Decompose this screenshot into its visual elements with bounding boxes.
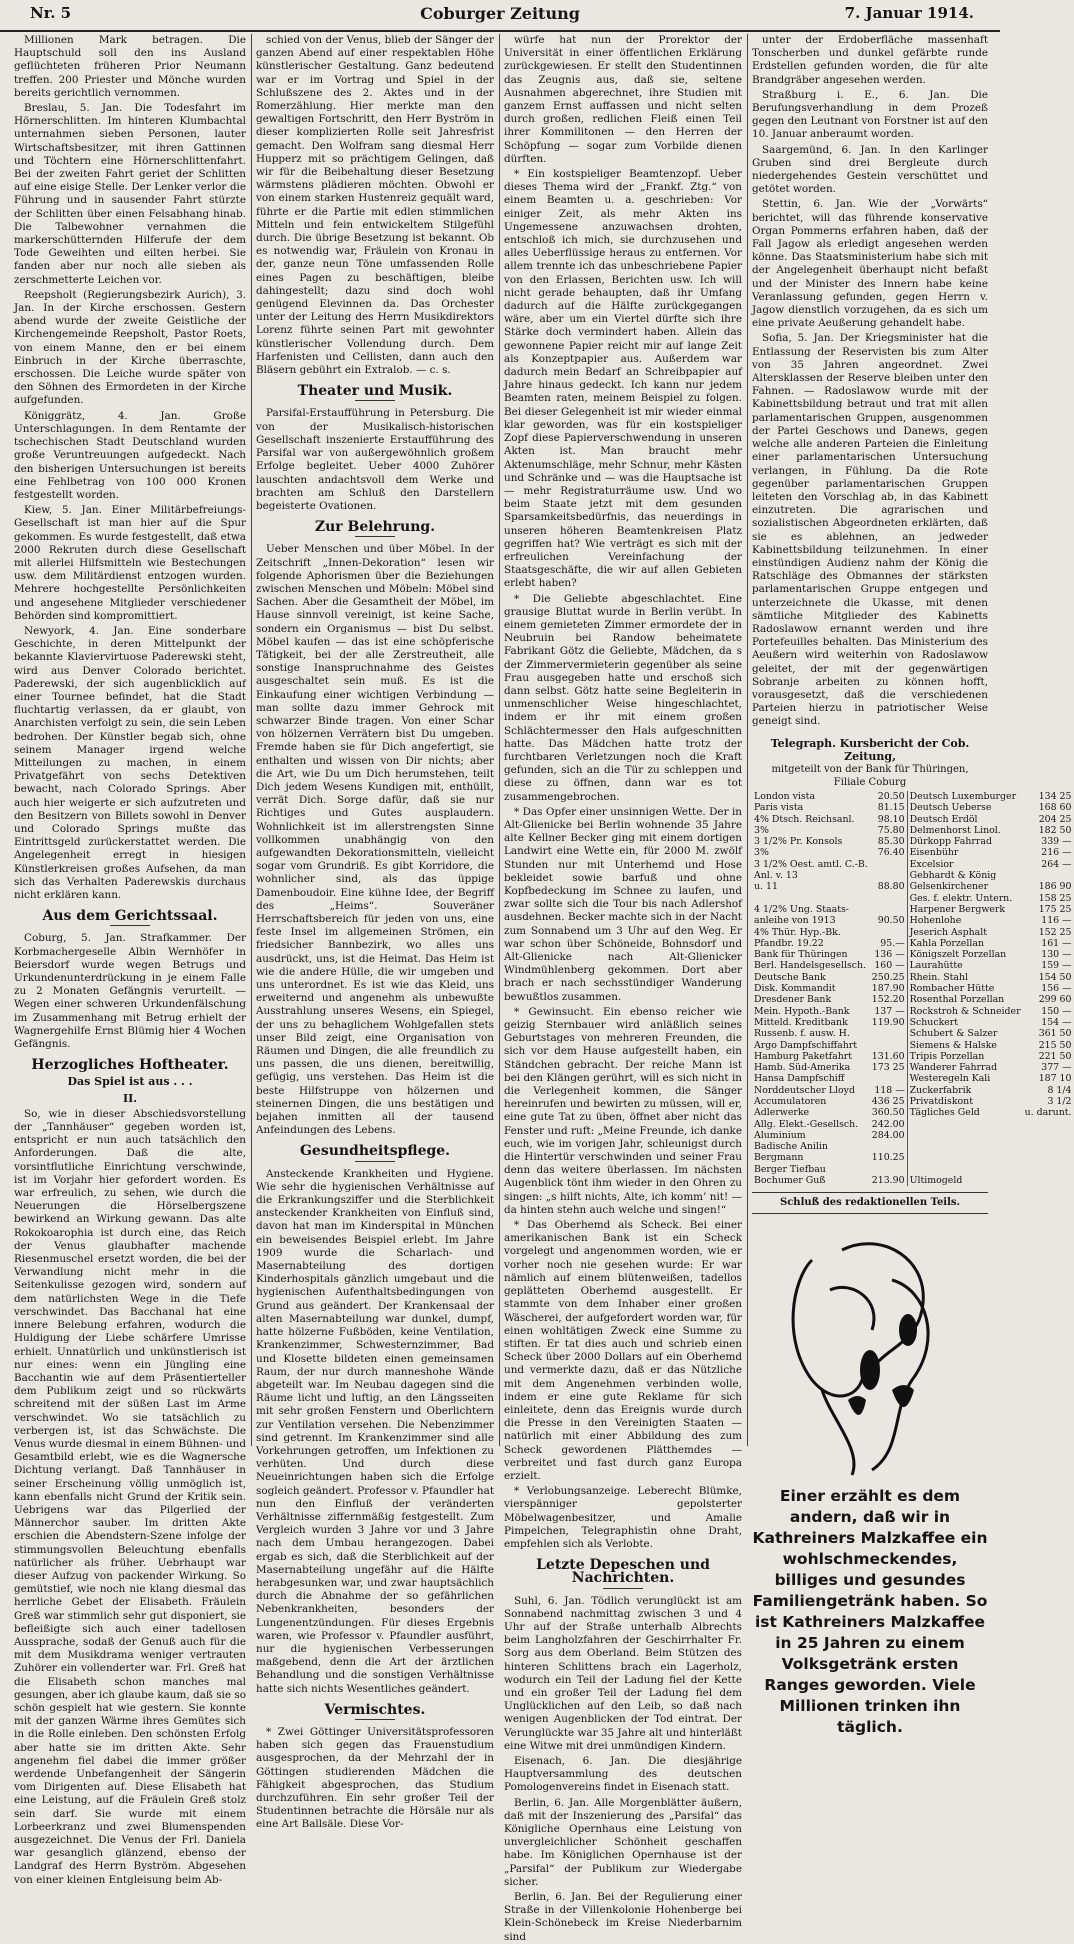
stock-price [870,1141,907,1152]
stock-name: Wanderer Fahrrad [909,1062,998,1074]
article-text: Eisenach, 6. Jan. Die diesjährige Hauptversammlung des deutschen Pomologenvereins findet in Eisenach statt. [504,1755,742,1794]
stock-name: Harpener Bergwerk [909,903,1006,915]
article-text: Breslau, 5. Jan. Die Todesfahrt im Hörnerschlitten. Im hinteren Klumbachtal unternahmen sieben Personen, lauter Wirtschaftsbesitzer, mit ihren Gattinnen und Töchtern eine Hörnerschlittenfahrt. Bei der zweiten Fahrt geriet der Schlitten auf eine eisige Stelle. Der Lenker verlor die Führung und in sausender Fahrt stürzte der Schlitten über einen Felsabhang hinab. Die Talbewohner vernahmen die markerschütternden Hilferufe der dem Tode Geweihten und eilten herbei. Sie fanden aber nur noch alle sieben als zerschmetterte Leichen vor. [14,102,246,286]
stock-row [752,915,1074,926]
article-text: * Das Oberhemd als Scheck. Bei einer amerikanischen Bank ist ein Scheck vorgelegt und angenommen worden, wie er vorher noch nie gesehen wurde: Er war nämlich auf einem blütenweißen, tadellos geplätteten Oberhemd ausgestellt. Er stammte von dem Inhaber einer großen Wäscherei, der aufgefordert worden war, für einen wohltätigen Zweck eine Summe zu stiften. Er tat dies auch und schrieb einen Scheck über 2000 Dollars auf ein Oberhemd und vermerkte dazu, daß er das Nützliche mit dem Angenehmen verbinden wolle, indem er eine gute Reklame für sich einleitete, denn das Ereignis wurde durch die Presse in den Vereinigten Staaten — natürlich mit einer Abbildung des zum Scheck gewordenen Plätthemdes — verbreitet und fast durch ganz Europa erzielt. [504,1219,742,1482]
stock-price: 116 — [1041,915,1072,927]
advertisement-text: Einer erzählt es dem andern, daß wir in Kathreiners Malzkaffee ein wohlschmeckendes, billiges und gesundes Familiengetränk haben. So ist Kathreiners Malzkaffee in 25 Jahren zu einem Volksgetränk ersten Ranges geworden. Viele Millionen trinken ihn täglich. [752,1486,988,1736]
stock-name: Russenb. f. ausw. H. [754,1028,850,1040]
stock-name: Kahla Porzellan [909,937,984,949]
stock-name: Argo Dampfschiffahrt [754,1039,857,1051]
stock-row [752,1028,1074,1039]
stock-name: Deutsch Erdöl [909,813,978,825]
stock-price [1023,870,1074,881]
stock-price [1023,1130,1074,1141]
stock-name: 3% [754,824,769,836]
stock-row [752,1006,1074,1017]
divider [355,1719,395,1720]
stock-price: 81.15 [870,802,907,813]
stock-price: 136 — [870,949,907,960]
stock-row [752,994,1074,1005]
divider [355,1161,395,1162]
stock-price: 213.90 [870,1175,907,1186]
stock-name: Bergmann [754,1152,804,1164]
stock-name: Deutsch Luxemburger [909,790,1017,802]
stock-row [752,825,1074,836]
stock-name: Bank für Thüringen [754,949,848,961]
stock-price [870,859,907,870]
stock-price [870,870,907,881]
stock-name: Schuckert [909,1016,959,1028]
stock-price: 90.50 [870,915,907,926]
stock-price: 152.20 [870,994,907,1005]
stock-row [752,1051,1074,1062]
stock-price: 182 50 [1038,824,1072,836]
stock-price [1023,1119,1074,1130]
stock-name: 4% Dtsch. Reichsanl. [754,813,855,825]
article-text: Sofia, 5. Jan. Der Kriegsminister hat die Entlassung der Reservisten bis zum Alter von 35 Jahren angeordnet. Zwei Altersklassen der Reserve bleiben unter den Fahnen. — Radoslawow wurde mit der Kabinettsbildung betraut und trat mit allen parlamentarischen Gruppen, ausgenommen der Partei Geschows und Danews, gegen welche alle anderen Parteien die Einleitung einer parlamentarischen Untersuchung verlangen, in Fühlung. Da die Rote gegenüber parlamentarischen Gruppen leiteten den Vorschlag ab, in das Kabinett einzutreten. Die agrarischen und sozialistischen Abgeordneten erklärten, daß sie es ablehnen, an jedweder Kabinettsbildung teilzunehmen. In einer einstündigen Audienz nahm der König die Ratschläge des Obmannes der stärksten parlamentarischen Gruppe entgegen und unterzeichnete die Ukasse, mit denen sämtliche Mitglieder des Kabinetts Radoslawow ernannt werden und ihre Portefeuilles behalten. Das Ministerium des Aeußern wird weiterhin von Radoslawow geleitet, der mit der gegenwärtigen Sobranje arbeiten zu können hofft, vorausgesetzt, daß die verschiedenen Parteien hierzu in patriotischer Weise geneigt sind. [752,332,988,728]
article-text: Stettin, 6. Jan. Wie der „Vorwärts“ berichtet, will das führende konservative Organ Pommerns erfahren haben, daß der Fall Jagow als erledigt angesehen werden könne. Das Staatsministerium habe sich mit der Angelegenheit überhaupt nicht befaßt und der Minister des Innern habe keine Veranlassung gefunden, gegen Herrn v. Jagow dienstlich vorzugehen, da es sich um eine private Aeußerung gehandelt habe. [752,198,988,330]
stock-name: Eisenbühr [909,847,959,859]
article-headline: Das Spiel ist aus . . . [67,1075,193,1089]
stock-name: anleihe von 1913 [754,915,836,927]
article-text: Millionen Mark betragen. Die Hauptschuld soll den ins Ausland geflüchteten früheren Prior Neumann treffen. 200 Priester und Mönche wurden bereits gerichtlich vernommen. [14,34,246,99]
article-text: Coburg, 5. Jan. Strafkammer. Der Korbmachergeselle Albin Wernhöfer in Beiersdorf wurde wegen Betrugs und Urkundenunterdrückung in je einem Falle zu 2 Monaten Gefängnis verurteilt. — Wegen einer schweren Urkundenfälschung im Zusammenhang mit Betrug erhielt der Wagnergehilfe Ernst Blümig hier 4 Wochen Gefängnis. [14,932,246,1051]
stock-row [752,983,1074,994]
stock-price: 187.90 [870,983,907,994]
stock-price: 131.60 [870,1051,907,1062]
editorial-end-notice: Schluß des redaktionellen Teils. [752,1192,988,1213]
stock-row [752,1073,1074,1084]
stock-row [752,1141,1074,1152]
stock-name: Norddeutscher Lloyd [754,1084,855,1096]
stock-price: 154 — [1041,1016,1072,1028]
stock-price: 20.50 [870,791,907,802]
stock-price: 76.40 [870,847,907,858]
article-text: Berlin, 6. Jan. Bei der Regulierung einer Straße in der Villenkolonie Hohenberge bei Klein-Schönebeck im Kreise Niederbarnim sind [504,1891,742,1943]
stock-name: Pfandbr. 19.22 [754,937,824,949]
stock-price: 215 50 [1038,1039,1072,1051]
stock-name: Mitteld. Kreditbank [754,1016,848,1028]
column-rule [251,34,252,1446]
stock-row [752,814,1074,825]
stock-name: Tägliches Geld [909,1107,980,1119]
stock-name: Anl. v. 13 [754,870,798,882]
stock-price: 75.80 [870,825,907,836]
stock-price: 8 1/4 [1047,1084,1072,1096]
stock-price [1023,1152,1074,1163]
column-1 [14,34,246,1886]
article-text: schied von der Venus, blieb der Sänger der ganzen Abend auf einer respektablen Höhe künstlerischer Gestaltung. Ganz bedeutend war er im Vortrag und Spiel in der Schlußszene des 2. Aktes und in der Romerzählung. Hier merkte man den gewaltigen Fortschritt, den Herr Byström in dieser komplizierten Rolle seit Jahresfrist gemacht. Den Wolfram sang diesmal Herr Hupperz mit so prächtigem Gelingen, daß wir für die Beibehaltung dieser Besetzung wärmstens plädieren möchten. Obwohl er von einem starken Hustenreiz gequält ward, führte er die Partie mit edlen stimmlichen Mitteln und fein entwickeltem Stilgefühl durch. Die übrige Besetzung ist bekannt. Ob es notwendig war, Fräulein von Kronau in der, ganze neun Töne umfassenden Rolle eines Pagen zu beschäftigen, bleibe dahingestellt; dazu sind doch wohl genügend Elevinnen da. Das Orchester unter der Leitung des Herrn Musikdirektors Lorenz führte seinen Part mit gewohnter künstlerischer Vollendung durch. Dem Harfenisten und Cellisten, dann auch den Bläsern gebührt ein Extralob. — c. s. [256,34,494,377]
stock-price: 204 25 [1038,813,1072,825]
article-text: Newyork, 4. Jan. Eine sonderbare Geschichte, in deren Mittelpunkt der bekannte Klaviervirtuose Paderewski steht, wird aus Denver Colorado berichtet. Paderewski, der sich augenblicklich auf einer Tournee befindet, hat die Stadt fluchtartig verlassen, da er glaubt, von Anarchisten verfolgt zu sein, die sein Leben bedrohen. Der Künstler begab sich, ohne seinem Manager irgend welche Mitteilungen zu machen, in einem Privatgefährt von sechs Detektiven bewacht, nach Colorado Springs. Aber auch hier weigerte er sich aufzutreten und den Besitzern von Billets sowohl in Denver und Colorado Springs mußte das Eintrittsgeld zurückerstattet werden. Die Angelegenheit erregt in hiesigen Künstlerkreisen großes Aufsehen, da man sich das Verhalten Paderewskis durchaus nicht erklären kann. [14,624,246,901]
stock-price [1023,1175,1074,1186]
article-text: * Gewinsucht. Ein ebenso reicher wie geizig Sternbauer wird anläßlich seines Geburtstages von mehreren Freunden, die sich vor dem Hause aufgestellt haben, ein Ständchen gebracht. Der reiche Mann ist bei den Klängen gerührt, will es sich nicht in die Verlegenheit kommen, die Sänger hereinrufen und bewirten zu müssen, will er, eine gute Tat zu üben, öffnet aber nicht das Fenster und ruft: „Meine Freunde, ich danke euch, wie im vorigen Jahr, schleunigst durch die Hintertür verschwinden und seiner Frau denn das weitere überlassen. Im nächsten Augenblick tönt ihm wieder in den Ohren zu singen: „s hilft nichts, Alte, ich komm’ nit! — da hinten stehn auch welche und singen!“ [504,1005,742,1216]
stock-price: 216 — [1041,847,1072,859]
article-text: Reepsholt (Regierungsbezirk Aurich), 3. Jan. In der Kirche erschossen. Gestern abend wurde der zweite Geistliche der Kirchengemeinde Reepsholt, Pastor Roets, von einem Manne, den er bei einem Einbruch in der Kirche überraschte, erschossen. Die Leiche wurde später von den Söhnen des Ermordeten in der Kirche aufgefunden. [14,288,246,407]
section-heading: Aus dem Gerichtssaal. [42,908,218,925]
stock-table [752,791,1074,1186]
article-text: Ansteckende Krankheiten und Hygiene. Wie sehr die hygienischen Verhältnisse auf die Erkrankungsziffer und die Sterblichkeit ansteckender Krankheiten von Einfluß sind, davon hat man im Kinderspital in München ein beweisendes Beispiel erlebt. Im Jahre 1909 wurde die Scharlach- und Masernabteilung des dortigen Kinderhospitals gänzlich umgebaut und die hygienischen Aufenthaltsbedingungen von Grund aus geändert. Der Krankensaal der alten Masernabteilung war dunkel, dumpf, hatte hölzerne Fußböden, keine Ventilation, Krankenzimmer, Schwesternzimmer, Bad und Klosette bildeten einen gemeinsamen Raum, der nur durch manneshohe Wände abgeteilt war. Im Neubau dagegen sind die Räume licht und luftig, an den Längsseiten mit sehr großen Fenstern und Oberlichtern zur Ventilation versehen. Die Nebenzimmer sind getrennt. Im Krankenzimmer sind alle Vorkehrungen getroffen, um Infektionen zu verhüten. Und durch diese Neueinrichtungen haben sich die Erfolge sogleich geändert. Professor v. Pfaundler hat nun den Einfluß der veränderten Verhältnisse ziffernmäßig festgestellt. Zum Vergleich wurden 3 Jahre vor und 3 Jahre nach dem Umbau herangezogen. Dabei ergab es sich, daß die Sterblichkeit auf der Masernabteilung ungefähr auf die Hälfte herabgesunken war, und zwar hauptsächlich durch die Abnahme der so gefährlichen Nebenkrankheiten, besonders der Lungenentzündungen. Für dieses Ergebnis waren, wie Professor v. Pfaundler ausführt, nur die hygienischen Verbesserungen maßgebend, denn die Art der ärztlichen Behandlung und die sonstigen Verhältnisse hatte sich nichts Wesentliches geändert. [256,1167,494,1695]
stock-name [907,1130,1023,1141]
stock-name: Hamburg Paketfahrt [754,1050,852,1062]
stock-name: 4 1/2% Ung. Staats- [754,903,849,915]
stock-price: 134 25 [1038,790,1072,802]
stock-name: Westeregeln Kali [909,1073,991,1085]
article-text: * Ein kostspieliger Beamtenzopf. Ueber dieses Thema wird der „Frankf. Ztg.“ von einem Beamten u. a. geschrieben: Vor einiger Zeit, als mehr Akten ins Ungemessene anzuwachsen drohten, entschloß ich mich, sie durchzusehen und alles Ueberflüssige heraus zu entfernen. Vor allem trennte ich das unbeschriebene Papier von den Erlassen, Berichten usw. Ich will nicht gerade behaupten, daß ihr Umfang dadurch auf die Hälfte zurückgegangen wäre, aber um ein Viertel dürfte sich ihre Stärke doch vermindert haben. Allein das gewonnene Papier reicht mir auf lange Zeit als Konzeptpapier aus. Außerdem war dadurch mein Bedarf an Schreibpapier auf Jahre hinaus gedeckt. Ich kann nur jedem Beamten raten, meinem Beispiel zu folgen. Bei dieser Gelegenheit ist mir wieder einmal klar geworden, was für ein kostspieliger Zopf diese Papierverschwendung in unseren Akten ist. Man braucht mehr Aktenumschläge, mehr Schnur, mehr Kästen und Schränke und — was die Hauptsache ist — mehr Registraturräume usw. Und wo beim Staate jetzt mit dem gesunden Sparsamkeitsbedürfnis, das neuerdings in unseren höheren Beamtenkreisen Platz gegriffen hat? Wie verträgt es sich mit der erfreulichen Vereinfachung der Staatsgeschäfte, die wir auf allen Gebieten erlebt haben? [504,168,742,590]
stock-price: 160 — [870,960,907,971]
stock-name: Accumulatoren [754,1095,827,1107]
stock-row [752,938,1074,949]
stock-price: 284.00 [870,1130,907,1141]
stock-price [870,1028,907,1039]
article-text: unter der Erdoberfläche massenhaft Tonscherben und dunkel gefärbte runde Erdstellen gefunden worden, die für alte Brandgräber angesehen werden. [752,34,988,86]
article-text: Kiew, 5. Jan. Einer Militärbefreiungs-Gesellschaft ist man hier auf die Spur gekommen. Es wurde festgestellt, daß etwa 2000 Rekruten durch diese Gesellschaft mit allerlei Hilfsmitteln wie Bestechungen usw. dem Militärdienst entzogen wurden. Mehrere hochgestellte Persönlichkeiten und angesehene Mitglieder verschiedener Behörden sind kompromittiert. [14,504,246,622]
divider [355,536,395,537]
column-4 [752,34,1072,1736]
article-text: würfe hat nun der Prorektor der Universität in einer öffentlichen Erklärung zurückgewiesen. Er stellt den Studentinnen das Zeugnis aus, daß sie, seltene Ausnahmen abgerechnet, ihre Studien mit ganzem Ernst auffassen und nicht selten durch großen, redlichen Fleiß einen Teil ihrer Kommilitonen — den Herren der Schöpfung — sogar zum Vorbilde dienen dürften. [504,34,742,165]
stock-price: 159 — [1041,960,1072,972]
stock-report-branch: Filiale Coburg [833,776,907,788]
stock-name: Privatdiskont [909,1095,973,1107]
stock-name [907,1119,1023,1130]
section-heading: Gesundheitspflege. [299,1143,451,1160]
stock-name: Badische Anilin [754,1141,828,1153]
stock-name: Jeserich Asphalt [909,926,987,938]
stock-name: Ultimogeld [909,1175,963,1187]
stock-name: Dresdener Bank [754,994,832,1006]
stock-price: 150 — [1041,1005,1072,1017]
stock-name: Hansa Dampfschiff [754,1073,845,1085]
newspaper-title: Coburger Zeitung [420,4,580,23]
stock-row [752,927,1074,938]
stock-price: 175 25 [1038,903,1072,915]
divider [603,1588,643,1589]
section-heading: Vermischtes. [324,1701,426,1718]
stock-name: Aluminium [754,1129,806,1141]
stock-name: Gelsenkirchener [909,881,989,893]
stock-price [870,1040,907,1051]
stock-name: Excelsior [909,858,954,870]
stock-row [752,949,1074,960]
stock-report-subtitle: mitgeteilt von der Bank für Thüringen, [771,763,969,775]
stock-row [752,1130,1074,1141]
stock-price [870,927,907,938]
stock-price: 361 50 [1038,1028,1072,1040]
stock-name: Gebhardt & König [909,870,997,882]
stock-price: 85.30 [870,836,907,847]
stock-row [752,881,1074,892]
stock-price: 158 25 [1038,892,1072,904]
stock-name: 3 1/2% Pr. Konsols [754,836,843,848]
column-rule [499,34,500,1446]
stock-name: Berl. Handelsgesellsch. [754,960,867,972]
section-heading: Theater und Musik. [297,383,453,400]
stock-price: 168 60 [1038,802,1072,814]
stock-price: 360.50 [870,1107,907,1118]
stock-row [752,870,1074,881]
stock-price: 221 50 [1038,1050,1072,1062]
article-text: So, wie in dieser Abschiedsvorstellung der „Tannhäuser“ gegeben worden ist, entspricht er nun auch tatsächlich den Anforderungen. Daß die alte, vorsintflutliche Einrichtung verschwinde, ist im Vorjahr hier gefordert worden. Es war erfreulich, zu sehen, wie durch die Neuerungen die Hörselbergszene bewirkend an Wirkung gewann. Das alte Rokokoarophia ist durch eine, das Reich der Venus glaubhafter machende Riesenmuschel ersetzt worden, die bei der Verwandlung nicht mehr in die Seitenkulisse gezogen wird, sondern auf dem natürlichsten Wege in die Tiefe verschwindet. Das Bacchanal hat eine innere Belebung erfahren, wodurch die Huldigung der Liebe schärfere Umrisse erhielt. Unnatürlich und unkünstlerisch ist nur eines: wenn ein Jüngling eine Bacchantin wie auf dem Präsentierteller dem Publikum zeigt und so rückwärts schreitend mit der süßen Last im Arme verschwindet. Wo sie tatsächlich zu verbergen ist, ist das Schwächste. Die Venus wurde diesmal in einem Bühnen- und Gesamtbild erlebt, wie es die Wagnersche Dichtung verlangt. Daß Tannhäuser in seiner Erscheinung völlig unmöglich ist, kann ebenfalls nicht Grund der Kritik sein. Uebrigens war das Pilgerlied der Männerchor sauber. Im dritten Akte erschien die Abendstern-Szene infolge der stimmungsvollen Beleuchtung ebenfalls natürlicher als früher. Uebrhaupt war dieser Aufzug von packender Wirkung. So gemütstief, wie noch nie klang diesmal das herrliche Gebet der Elisabeth. Fräulein Greß war stimmlich sehr gut disponiert, sie befleißigte sich auch einer tadellosen Aussprache, sodaß der Genuß auch für die mit dem Musikdrama weniger vertrauten Zuhörer ein vollenderter war. Frl. Greß hat die Elisabeth schon manches mal gesungen, aber ich glaube kaum, daß sie so schön gespielt hat wie gestern. Sie konnte mit der ganzen Wärme ihres Gemütes sich in die Rolle einleben. Den schönsten Erfolg aber hatte sie im dritten Akte. Sehr angenehm fiel dabei die immer größer werdende Unbefangenheit der Sängerin vom Dirigenten auf. Diese Elisabeth hat eine Leistung, auf die Fräulein Greß stolz sein darf. Sie wurde mit einem Lorbeerkranz und zwei Blumenspenden ausgezeichnet. Die Venus der Frl. Daniela war gesanglich glänzend, ebenso der Landgraf des Herrn Byström. Abgesehen von einer kleinen Entgleisung beim Ab- [14,1107,246,1886]
stock-row [752,960,1074,971]
stock-name: Hamb. Süd-Amerika [754,1062,851,1074]
stock-row [752,847,1074,858]
article-text: Ueber Menschen und über Möbel. In der Zeitschrift „Innen-Dekoration“ lesen wir folgende Aphorismen über die Beziehungen zwischen Menschen und Möbeln: Möbel sind Sachen. Aber die Gesamtheit der Möbel, im Hause sinnvoll vereinigt, ist keine Sache, sondern ein Organismus — bist Du selbst. Möbel kaufen — das ist eine schöpferische Tätigkeit, bei der alle Zerstreutheit, alle sonstige Inanspruchnahme des Geistes ausgeschaltet sein muß. Es ist die Einkaufung einer wichtigen Verbindung — man sollte dazu immer Gehrock mit schwarzer Binde tragen. Von einer Schar von hölzernen Verrätern bist Du umgeben. Fremde haben sie für Dich angefertigt, sie enthalten und wissen von Dir nichts; aber die Art, wie Du um Dich herumstehen, teilt Dich jedem Wesens Kundigen mit, enthüllt, verrät Dich. Sorge dafür, daß sie nur Richtiges und Gutes ausplaudern. Wohnlichkeit ist im allerstrengsten Sinne vollkommen unabhängig von den aufgewandten Dekorationsmitteln, vielleicht sogar vom Grundriß. Es gibt Korridore, die wohnlicher sind, als das üppige Damenboudoir. Eine kühne Idee, der Begriff des „Heims“. Souveräner Herrschaftsbereich für jeden von uns, eine feste Insel im allgemeinen Strömen, ein friedsicher Bannbezirk, wo alles uns ausdrückt, uns, ist die Heimat. Das Heim ist wie die andere Hülle, die wir umgeben und uns unterordnet. Es ist wie das Kleid, uns erweiternd und angenehm als unbewußte Ausstrahlung unseres Wesens, ein Spiegel, der uns zu behaglichem Wohlgefallen stets unser Bild zeigt, eine Organisation von Räumen und Dingen, die alle freundlich zu uns passen, die uns dienen, bereitwillig, gefügig, uns verstehen. Das Heim ist die beste Hilfstruppe von hölzernen und steinernen Dingen, die uns bestätigen und bejahen inmitten all der tausend Anfeindungen des Lebens. [256,543,494,1137]
article-text: Suhl, 6. Jan. Tödlich verunglückt ist am Sonnabend nachmittag zwischen 3 und 4 Uhr auf der Straße unterhalb Albrechts beim Langholzfahren der Geschirrhalter Fr. Sorg aus dem Oberland. Beim Stützen des hinteren Schlittens brach ein Lagerholz, wodurch ein Teil der Ladung fiel der Kette und ein großer Teil der Ladung fiel dem Unglücklichen auf den Leib, so daß nach wenigen Augenblicken der Tod eintrat. Der Verunglückte war 35 Jahre alt und hinterläßt eine Witwe mit drei unmündigen Kindern. [504,1594,742,1752]
stock-row [752,1107,1074,1118]
stock-price: u. darunt. [1024,1107,1072,1119]
stock-price [1023,1141,1074,1152]
stock-name: Disk. Kommandit [754,983,836,995]
stock-name: Hohenlohe [909,915,962,927]
stock-name: 3% [754,847,769,859]
stock-row [752,1175,1074,1186]
stock-name: Allg. Elekt.-Gesellsch. [754,1118,859,1130]
stock-price: 250.25 [870,972,907,983]
stock-row [752,1164,1074,1175]
stock-name: Paris vista [754,802,804,814]
stock-row [752,1152,1074,1163]
stock-row [752,1096,1074,1107]
stock-name: Bochumer Guß [754,1175,826,1187]
stock-price: 187 10 [1038,1073,1072,1085]
stock-price [1023,1164,1074,1175]
divider [355,400,395,401]
advertisement-illustration [752,1220,988,1480]
stock-price: 3 1/2 [1047,1095,1072,1107]
stock-price: 299 60 [1038,994,1072,1006]
stock-price: 156 — [1041,983,1072,995]
stock-name: Rosenthal Porzellan [909,994,1005,1006]
stock-name: Berger Tiefbau [754,1163,826,1175]
article-text: * Verlobungsanzeige. Leberecht Blümke, vierspänniger gepolsterter Möbelwagenbesitzer, und Amalie Pimpelchen, Telegraphistin ohne Draht, empfehlen sich als Verlobte. [504,1485,742,1550]
section-heading: Herzogliches Hoftheater. [31,1057,229,1074]
article-text: Saargemünd, 6. Jan. In den Karlinger Gruben sind drei Bergleute durch niedergehendes Gestein verschüttet und getötet worden. [752,143,988,196]
column-2 [256,34,494,1831]
stock-row [752,791,1074,802]
stock-name [907,1152,1023,1163]
stock-row [752,893,1074,904]
stock-price: 98.10 [870,814,907,825]
stock-price [870,893,907,904]
section-heading: Letzte Depeschen und Nachrichten. [536,1557,710,1587]
stock-name: Rombacher Hütte [909,983,995,995]
stock-name: Laurahütte [909,960,963,972]
article-text: * Zwei Göttinger Universitätsprofessoren haben sich gegen das Frauenstudium ausgesprochen, da der Mehrzahl der in Göttingen studierenden Mädchen die Fähigkeit abgesprochen, das Studium durchzuführen. Ein sehr großer Teil der Studentinnen betrachte die Hörsäle nur als eine Art Ballsäle. Diese Vor- [256,1725,494,1831]
page-header [0,0,1000,32]
stock-price [870,1073,907,1084]
article-text: Straßburg i. E., 6. Jan. Die Berufungsverhandlung in dem Prozeß gegen den Leutnant von Forstner ist auf den 10. Januar anberaumt worden. [752,88,988,141]
stock-name: Adlerwerke [754,1107,810,1119]
stock-name: Delmenhorst Linol. [909,824,1001,836]
article-part-number: II. [122,1091,138,1105]
article-text: * Die Geliebte abgeschlachtet. Eine grausige Bluttat wurde in Berlin verübt. In einem gemieteten Zimmer ermordete der in Neubruin bei Randow beheimatete Fabrikant Götz die Geliebte, Mädchen, da s der Zimmervermieterin gegenüber als seine Frau ausgegeben hatte und erschoß sich dann selbst. Götz hatte seine Begleiterin in unmenschlicher Weise hingeschlachtet, indem er ihr mit einem großen Schlächtermesser den Hals aufgeschnitten hatte. Das Mädchen hatte trotz der furchtbaren Verletzungen noch die Kraft gefunden, sich an die Tür zu schleppen und diese zu öffnen, dann war es tot zusammengebrochen. [504,592,742,803]
stock-price: 110.25 [870,1152,907,1163]
divider [110,925,150,926]
column-3 [504,34,742,1943]
stock-row [752,1085,1074,1096]
stock-row [752,972,1074,983]
stock-name: Mein. Hypoth.-Bank [754,1005,850,1017]
stock-report-title: Telegraph. Kursbericht der Cob. Zeitung, [770,736,970,763]
stock-price: 95.— [870,938,907,949]
stock-price: 152 25 [1038,926,1072,938]
stock-price [870,1164,907,1175]
article-text: * Das Opfer einer unsinnigen Wette. Der in Alt-Glienicke bei Berlin wohnende 35 Jahre alte Kellner Becker ging mit einem dortigen Landwirt eine Wette ein, für 2000 M. zwölf Stunden nur mit Unterhemd und Hose bekleidet sowie barfuß und ohne Kopfbedeckung im Schnee zu laufen, und zwar sollte sich die Tour bis nach Adlershof ausdehnen. Becker machte sich in der Nacht zum Sonnabend um 3 Uhr auf den Weg. Er war schon über Schöneide, Bohnsdorf und Alt-Glienicke nach Alt-Glienicker Windmühlenberg gekommen. Dort aber brach er nach sechsstündiger Wanderung bewußtlos zusammen. [504,805,742,1003]
stock-price: 377 — [1041,1062,1072,1074]
article-text: Parsifal-Erstaufführung in Petersburg. Die von der Musikalisch-historischen Gesellschaft inszenierte Erstaufführung des Parsifal war von außergewöhnlich großem Erfolge begleitet. Ueber 4000 Zuhörer lauschten andachtsvoll dem Werke und brachten am Schluß den Darstellern begeisterte Ovationen. [256,407,494,512]
stock-name: Ges. f. elektr. Untern. [909,892,1013,904]
stock-name: Tripis Porzellan [909,1050,985,1062]
stock-name: Königszelt Porzellan [909,949,1007,961]
stock-name: 3 1/2% Oest. amtl. C.-B. [754,858,868,870]
stock-name: Deutsch Ueberse [909,802,992,814]
stock-price: 154 50 [1038,971,1072,983]
column-rule [747,34,748,1446]
stock-row [752,836,1074,847]
stock-row [752,1040,1074,1051]
issue-date: 7. Januar 1914. [844,4,974,22]
stock-price: 242.00 [870,1119,907,1130]
stock-name: Deutsche Bank [754,971,826,983]
stock-name: u. 11 [754,881,778,893]
stock-row [752,1017,1074,1028]
stock-name: London vista [754,790,816,802]
stock-price: 119.90 [870,1017,907,1028]
stock-name: 4% Thür. Hyp.-Bk. [754,926,841,938]
stock-name: Rockstroh & Schneider [909,1005,1021,1017]
stock-price: 339 — [1041,836,1072,848]
stock-name [907,1164,1023,1175]
stock-price: 436 25 [870,1096,907,1107]
stock-price: 88.80 [870,881,907,892]
stock-name: Zuckerfabrik [909,1084,972,1096]
stock-name [907,1141,1023,1152]
stock-price: 186 90 [1038,881,1072,893]
page-number: Nr. 5 [30,4,72,22]
article-text: Königgrätz, 4. Jan. Große Unterschlagungen. In dem Rentamte der tschechischen Stadt Deutschland wurden große Veruntreuungen aufgedeckt. Nach den bisherigen Untersuchungen ist bereits eine Fehlbetrag von 100 000 Kronen festgestellt worden. [14,409,246,501]
stock-price: 130 — [1041,949,1072,961]
stock-price [870,904,907,915]
stock-price: 137 — [870,1006,907,1017]
stock-name: Siemens & Halske [909,1039,997,1051]
article-text: Berlin, 6. Jan. Alle Morgenblätter äußern, daß mit der Inszenierung des „Parsifal“ das Königliche Opernhaus eine Leistung von unvergleichlicher Schönheit geschaffen habe. Im Königlichen Opernhause ist der „Parsifal“ der Publikum zur Wiedergabe sicher. [504,1796,742,1888]
stock-name: Dürkopp Fahrrad [909,836,992,848]
stock-name: Schubert & Salzer [909,1028,998,1040]
stock-price: 173 25 [870,1062,907,1073]
stock-name: Rhein. Stahl [909,971,969,983]
stock-row [752,904,1074,915]
stock-row [752,1119,1074,1130]
stock-row [752,859,1074,870]
stock-price: 161 — [1041,937,1072,949]
stock-price: 118 — [870,1085,907,1096]
section-heading: Zur Belehrung. [314,519,436,536]
stock-name [752,893,870,904]
stock-row [752,802,1074,813]
stock-row [752,1062,1074,1073]
stock-price: 264 — [1041,858,1072,870]
